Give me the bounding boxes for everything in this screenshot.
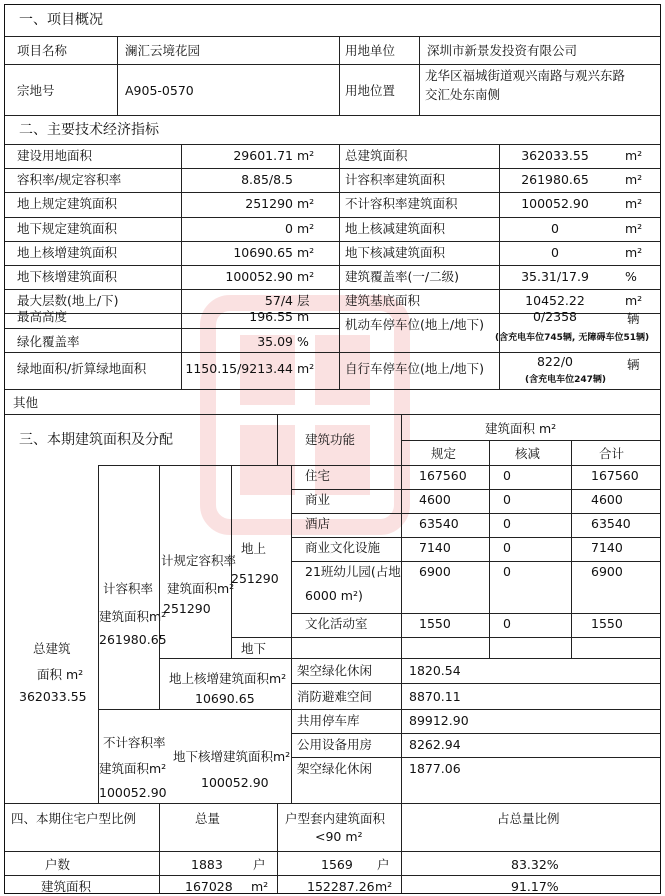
indicator-unit: m² [297, 245, 315, 260]
indicator-value: 10690.65 [233, 245, 293, 260]
indicator-unit-right: m² [625, 148, 643, 163]
land-location-line1: 龙华区福城街道观兴南路与观兴东路 [425, 68, 626, 83]
indicator-value: 0 [285, 221, 293, 236]
unit-area-ratio: 91.17% [511, 879, 559, 894]
indicator-label: 地下规定建筑面积 [17, 221, 118, 236]
regulated-area: 63540 [419, 516, 459, 531]
regulated-area: 4600 [419, 492, 451, 507]
indicator-label: 最大层数(地上/下) [17, 293, 119, 308]
indicator-label: 地下核增建筑面积 [17, 269, 118, 284]
total-area: 7140 [591, 540, 623, 555]
regulated-area: 7140 [419, 540, 451, 555]
area-header: 建筑面积 m² [485, 421, 557, 436]
section-title-distribution: 三、本期建筑面积及分配 [19, 432, 173, 448]
indicator-unit: m² [297, 196, 315, 211]
total-area: 6900 [591, 564, 623, 579]
indicator-unit: m² [297, 269, 315, 284]
green-coverage-label: 绿化覆盖率 [17, 334, 80, 349]
above-increase-value: 10690.65 [195, 691, 255, 706]
indicator-value: 251290 [245, 196, 293, 211]
above-increase-value-2: 8870.11 [409, 689, 461, 704]
below-increase-value-2: 8262.94 [409, 737, 461, 752]
lot-number-value: A905-0570 [125, 83, 194, 98]
project-name-label: 项目名称 [17, 43, 68, 58]
above-increase-item-1: 架空绿化休闲 [297, 663, 373, 678]
regulated-area: 1550 [419, 616, 451, 631]
project-name-value: 澜汇云境花园 [125, 43, 201, 58]
regulated-area: 167560 [419, 468, 467, 483]
indicator-value: 57/4 [264, 293, 293, 308]
household-small-unit: 户 [377, 857, 390, 872]
total-area: 63540 [591, 516, 631, 531]
indicator-label-right: 不计容积率建筑面积 [345, 196, 458, 211]
green-coverage-value: 35.09 [257, 334, 293, 349]
unit-area-header-1: 户型套内建筑面积 [285, 811, 386, 826]
section-title-indicators: 二、主要技术经济指标 [19, 122, 159, 138]
reduced-area: 0 [503, 516, 511, 531]
regulated-far-label-2: 建筑面积m² [167, 581, 235, 596]
document-table [4, 4, 661, 894]
indicator-unit-right: m² [625, 293, 643, 308]
unit-small-area-unit: m² [375, 879, 393, 894]
household-ratio: 83.32% [511, 857, 559, 872]
function-name: 商业文化设施 [305, 540, 381, 555]
function-name: 住宅 [305, 468, 331, 483]
below-increase-item-2: 公用设备用房 [297, 737, 373, 752]
car-parking-note: (含充电车位745辆, 无障碍车位51辆) [495, 333, 650, 343]
section-title-unit-ratio: 四、本期住宅户型比例 [11, 811, 137, 826]
indicator-label: 地上核增建筑面积 [17, 245, 118, 260]
bike-parking-note: (含充电车位247辆) [525, 375, 607, 385]
unit-area-unit: m² [251, 879, 269, 894]
bike-parking-value: 822/0 [536, 354, 574, 369]
below-increase-label: 地下核增建筑面积m² [173, 749, 291, 764]
below-ground-label: 地下 [241, 641, 267, 656]
above-increase-value-1: 1820.54 [409, 663, 461, 678]
household-small-value: 1569 [321, 857, 353, 872]
above-increase-label: 地上核增建筑面积m² [169, 671, 287, 686]
above-ground-value: 251290 [231, 571, 279, 586]
total-area-value: 362033.55 [19, 689, 87, 704]
total-area: 167560 [591, 468, 639, 483]
indicator-unit-right: m² [625, 172, 643, 187]
land-owner-label: 用地单位 [345, 43, 396, 58]
indicator-unit-right: m² [625, 245, 643, 260]
lot-number-label: 宗地号 [17, 83, 55, 98]
function-header: 建筑功能 [305, 432, 356, 447]
indicator-unit: 层 [297, 293, 310, 308]
unit-area-label: 建筑面积 [41, 879, 92, 894]
max-height-unit: m [297, 309, 310, 324]
indicator-label: 建设用地面积 [17, 148, 93, 163]
indicator-label: 容积率/规定容积率 [17, 172, 122, 187]
bike-parking-unit: 辆 [627, 357, 640, 372]
below-increase-item-3: 架空绿化休闲 [297, 761, 373, 776]
household-count-value: 1883 [191, 857, 223, 872]
unit-ratio-header: 占总量比例 [497, 811, 560, 826]
regulated-far-label-1: 计规定容积率 [161, 553, 237, 568]
indicator-value: 8.85/8.5 [241, 172, 293, 187]
indicator-unit-right: m² [625, 221, 643, 236]
indicator-label-right: 地下核减建筑面积 [345, 245, 446, 260]
indicator-value: 29601.71 [233, 148, 293, 163]
unit-area-value: 167028 [185, 879, 233, 894]
below-increase-value: 100052.90 [201, 775, 269, 790]
total-area-label-1: 总建筑 [33, 641, 71, 656]
uncounted-far-label-1: 不计容积率 [103, 735, 166, 750]
reduced-area: 0 [503, 468, 511, 483]
total-area: 1550 [591, 616, 623, 631]
section-title-overview: 一、项目概况 [19, 12, 103, 28]
car-parking-unit: 辆 [627, 311, 640, 326]
indicator-unit: m² [297, 148, 315, 163]
indicator-label-right: 总建筑面积 [345, 148, 408, 163]
reduced-area: 0 [503, 564, 511, 579]
reduced-area: 0 [503, 616, 511, 631]
max-height-value: 196.55 [249, 309, 293, 324]
indicator-value-right: 10452.22 [525, 293, 585, 308]
unit-total-header: 总量 [195, 811, 221, 826]
uncounted-far-label-2: 建筑面积m² [99, 761, 167, 776]
land-location-label: 用地位置 [345, 83, 396, 98]
indicator-value-right: 0 [551, 245, 559, 260]
indicator-unit: m² [297, 221, 315, 236]
indicator-value: 100052.90 [225, 269, 293, 284]
green-area-label: 绿地面积/折算绿地面积 [17, 361, 147, 376]
total-header: 合计 [599, 446, 625, 461]
unit-area-header-2: <90 m² [315, 829, 363, 844]
indicator-label-right: 计容积率建筑面积 [345, 172, 446, 187]
indicator-value-right: 35.31/17.9 [521, 269, 589, 284]
land-owner-value: 深圳市新景发投资有限公司 [427, 43, 578, 58]
land-location-line2: 交汇处东南侧 [425, 87, 501, 102]
green-area-value: 1150.15/9213.44 [185, 361, 293, 376]
indicator-unit-right: % [625, 269, 637, 284]
indicator-unit-right: m² [625, 196, 643, 211]
function-name: 21班幼儿园(占地 [305, 564, 401, 579]
indicator-label-right: 地上核减建筑面积 [345, 221, 446, 236]
indicator-value-right: 362033.55 [521, 148, 589, 163]
regulated-far-value: 251290 [163, 601, 211, 616]
regulated-header: 规定 [431, 446, 457, 461]
regulated-area: 6900 [419, 564, 451, 579]
indicator-value-right: 100052.90 [521, 196, 589, 211]
green-coverage-unit: % [297, 334, 309, 349]
below-increase-value-3: 1877.06 [409, 761, 461, 776]
green-area-unit: m² [297, 361, 315, 376]
above-increase-item-2: 消防避难空间 [297, 689, 373, 704]
counted-far-value: 261980.65 [99, 632, 167, 647]
car-parking-value: 0/2358 [533, 309, 577, 324]
function-name: 文化活动室 [305, 616, 368, 631]
function-name: 酒店 [305, 516, 331, 531]
reduced-area: 0 [503, 540, 511, 555]
indicator-label-right: 建筑覆盖率(一/二级) [345, 269, 459, 284]
indicator-value-right: 0 [551, 221, 559, 236]
household-count-label: 户数 [45, 857, 71, 872]
max-height-label: 最高高度 [17, 309, 68, 324]
other-label: 其他 [13, 395, 39, 410]
function-name: 商业 [305, 492, 331, 507]
indicator-label: 地上规定建筑面积 [17, 196, 118, 211]
uncounted-far-value: 100052.90 [99, 785, 167, 800]
counted-far-label-1: 计容积率 [103, 581, 154, 596]
below-increase-value-1: 89912.90 [409, 713, 469, 728]
below-increase-item-1: 共用停车库 [297, 713, 360, 728]
counted-far-label-2: 建筑面积m² [99, 609, 167, 624]
function-name-line2: 6000 m²) [305, 588, 363, 603]
bike-parking-label: 自行车停车位(地上/地下) [345, 361, 484, 376]
reduced-area: 0 [503, 492, 511, 507]
household-count-unit: 户 [253, 857, 266, 872]
above-ground-label: 地上 [241, 541, 267, 556]
reduced-header: 核减 [515, 446, 541, 461]
total-area-label-2: 面积 m² [37, 667, 84, 682]
total-area: 4600 [591, 492, 623, 507]
indicator-value-right: 261980.65 [521, 172, 589, 187]
car-parking-label: 机动车停车位(地上/地下) [345, 317, 484, 332]
unit-small-area-value: 152287.26 [307, 879, 375, 894]
indicator-label-right: 建筑基底面积 [345, 293, 421, 308]
